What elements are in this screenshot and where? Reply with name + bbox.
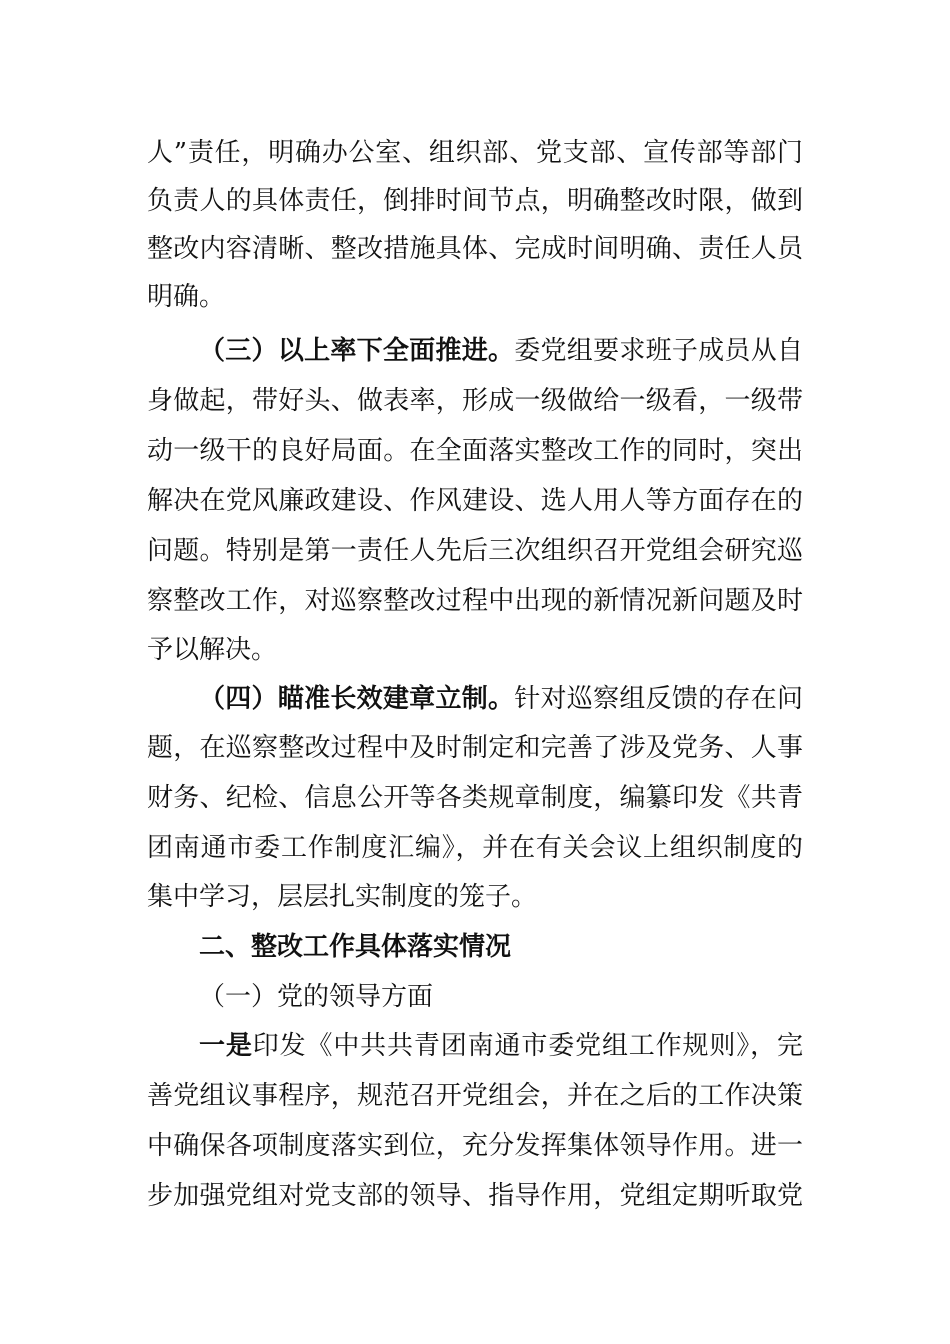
section-lead-san: （三）以上率下全面推进。 xyxy=(199,336,515,366)
paragraph-line: 身做起，带好头、做表率，形成一级做给一级看，一级带 xyxy=(147,386,803,416)
subsection-heading: （一）党的领导方面 xyxy=(199,982,434,1012)
paragraph-line: 明确。 xyxy=(147,282,226,312)
paragraph-line: 步加强党组对党支部的领导、指导作用，党组定期听取党 xyxy=(147,1181,803,1211)
section-lead-si: （四）瞄准长效建章立制。 xyxy=(199,684,515,714)
paragraph-line: 察整改工作，对巡察整改过程中出现的新情况新问题及时 xyxy=(147,586,803,616)
paragraph-line: 题，在巡察整改过程中及时制定和完善了涉及党务、人事 xyxy=(147,733,803,763)
paragraph-line: 解决在党风廉政建设、作风建设、选人用人等方面存在的 xyxy=(147,486,803,516)
item-lead: 一是 xyxy=(199,1031,253,1061)
paragraph-line: 问题。特别是第一责任人先后三次组织召开党组会研究巡 xyxy=(147,536,803,566)
paragraph-line: 人”责任，明确办公室、组织部、党支部、宣传部等部门 xyxy=(147,138,803,168)
paragraph-line: 财务、纪检、信息公开等各类规章制度，编纂印发《共青 xyxy=(147,783,803,813)
paragraph-first-line xyxy=(199,679,803,719)
paragraph-line: 团南通市委工作制度汇编》，并在有关会议上组织制度的 xyxy=(147,833,803,863)
paragraph-text: 印发《中共共青团南通市委党组工作规则》，完 xyxy=(252,1031,803,1061)
paragraph-first-line xyxy=(199,1026,803,1066)
paragraph-line: 集中学习，层层扎实制度的笼子。 xyxy=(147,882,538,912)
paragraph-line: 整改内容清晰、整改措施具体、完成时间明确、责任人员 xyxy=(147,234,803,264)
paragraph-text: 委党组要求班子成员从自 xyxy=(514,336,803,366)
paragraph-line: 中确保各项制度落实到位，充分发挥集体领导作用。进一 xyxy=(147,1131,803,1161)
paragraph-line: 予以解决。 xyxy=(147,635,278,665)
paragraph-first-line xyxy=(199,331,803,371)
paragraph-line: 动一级干的良好局面。在全面落实整改工作的同时，突出 xyxy=(147,436,803,466)
paragraph-text: 针对巡察组反馈的存在问 xyxy=(514,684,803,714)
paragraph-line: 善党组议事程序，规范召开党组会，并在之后的工作决策 xyxy=(147,1081,803,1111)
paragraph-line: 负责人的具体责任，倒排时间节点，明确整改时限，做到 xyxy=(147,186,803,216)
section-heading: 二、整改工作具体落实情况 xyxy=(199,932,512,962)
